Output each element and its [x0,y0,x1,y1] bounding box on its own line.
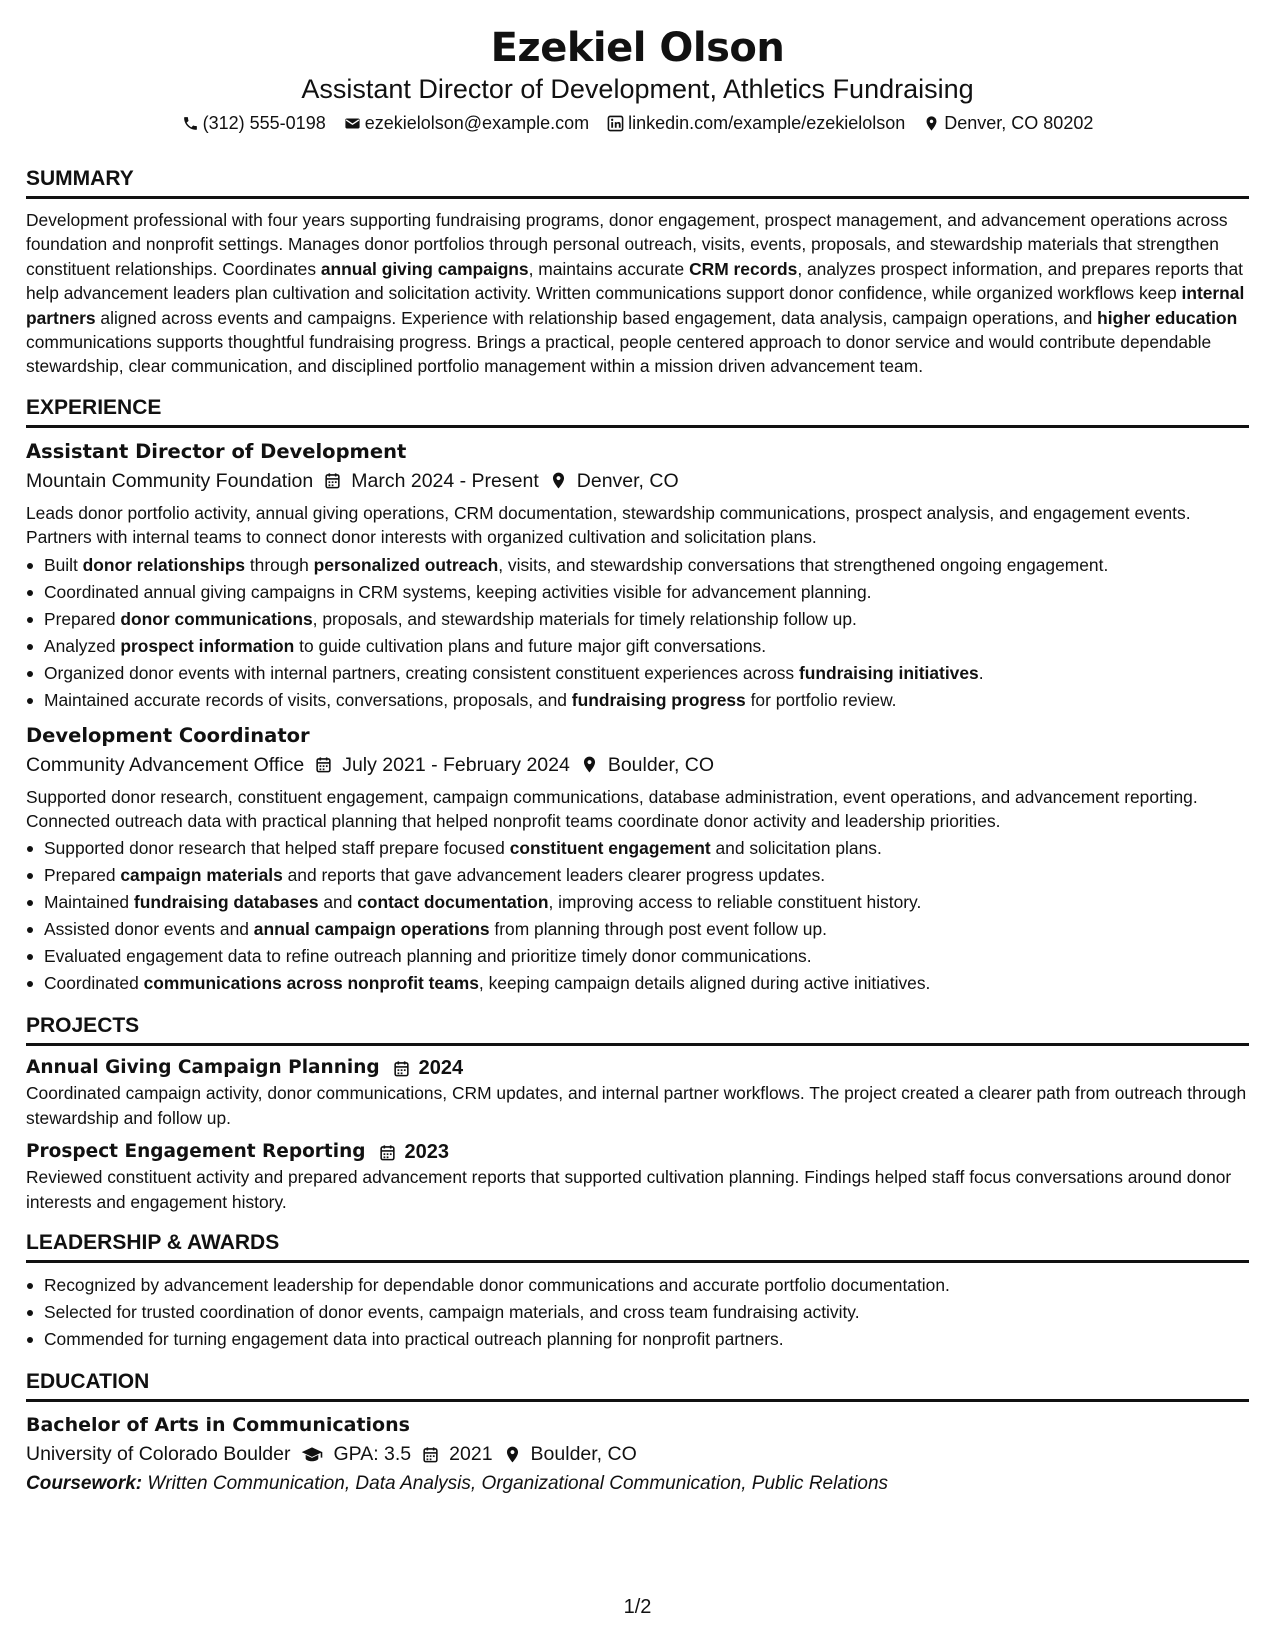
section-title-projects: PROJECTS [26,1013,1249,1046]
text-run: communications supports thoughtful fundraising progress. Brings a practical, people centered approach to donor service and would contribute dependable stewardship, clear communication, and disciplined portfolio management within a mission driven advancement team. [26,332,1212,377]
job-dates [323,466,539,496]
job-title: Development Coordinator [26,723,310,747]
job-summary: Supported donor research, constituent engagement, campaign communications, database administration, event operations, and advancement reporting. Connected outreach data with practical planning that helped nonprofit teams coordinate donor activity and leadership priorities. [26,786,1198,832]
bold-text: annual campaign operations [253,919,490,940]
bold-text: personalized outreach [313,554,499,575]
candidate-headline: Assistant Director of Development, Athletics Fundraising [301,74,974,104]
text-run: Prepared [44,608,121,629]
job-dates [314,750,570,780]
phone-icon [182,115,199,132]
bold-text: donor relationships [82,554,245,575]
education-location-text: Boulder, CO [530,1443,637,1466]
bold-text: communications across nonprofit teams [143,973,479,994]
education-year [421,1439,492,1469]
gpa-text: GPA: 3.5 [333,1443,412,1466]
calendar-icon [378,1143,397,1162]
text-run: Prepared [44,865,121,886]
list-item: Selected for trusted coordination of donor events, campaign materials, and cross team fundraising activity. [26,1299,1249,1326]
list-item [26,579,1249,606]
list-item [26,687,1249,714]
text-run: and reports that gave advancement leaders clearer progress updates. [282,865,826,886]
resume-header [26,22,1249,136]
project-heading [26,1139,1249,1165]
job-bullets [26,835,1249,997]
bold-text: campaign materials [120,865,283,886]
list-item [26,916,1249,943]
education-section [26,1369,1249,1499]
text-run: for portfolio review. [745,689,897,710]
bold-text: fundraising progress [571,689,746,710]
list-item [26,943,1249,970]
text-run: and [318,892,358,913]
text-run: to guide cultivation plans and future major gift conversations. [294,635,767,656]
project-heading [26,1055,1249,1081]
contact-location [923,110,1093,136]
graduation-cap-icon [300,1445,324,1464]
project-description: Coordinated campaign activity, donor communications, CRM updates, and internal partner workflows. The project created a clearer path from outreach through stewardship and follow up. [26,1083,1247,1128]
map-pin-icon [549,471,568,490]
project-title: Annual Giving Campaign Planning [26,1057,380,1079]
text-run: . [978,662,984,683]
text-run: Coordinated annual giving campaigns in CRM systems, keeping activities visible for advancement planning. [44,581,872,602]
job-bullets [26,552,1249,714]
page-number: 1/2 [623,1596,652,1618]
text-run: , analyzes prospect information, and prepares reports that help advancement leaders plan cultivation and solicitation activity. Written communications support donor confidence, while organized workflows keep [26,258,1243,304]
experience-section [26,395,1249,998]
project-entry [26,1055,1249,1130]
text-run: and solicitation plans. [710,838,882,859]
calendar-icon [421,1445,440,1464]
education-gpa [300,1439,411,1469]
school-name: University of Colorado Boulder [26,1443,291,1466]
contact-phone [182,110,326,136]
education-location [503,1439,637,1469]
text-run: Evaluated engagement data to refine outreach planning and prioritize timely donor communications. [44,946,812,967]
map-pin-icon [503,1445,522,1464]
job-location [549,466,679,496]
projects-section [26,1013,1249,1214]
project-description: Reviewed constituent activity and prepared advancement reports that supported cultivation planning. Findings helped staff focus conversations around donor interests and engagement history. [26,1167,1232,1212]
project-year: 2024 [418,1057,464,1080]
linkedin-text[interactable]: linkedin.com/example/ezekielolson [628,113,906,133]
envelope-icon [344,115,361,132]
text-run: aligned across events and campaigns. Experience with relationship based engagement, data analysis, campaign operations, and [95,307,1098,328]
list-item: Commended for turning engagement data into practical outreach planning for nonprofit partners. [26,1326,1249,1353]
calendar-icon [314,755,333,774]
list-item [26,970,1249,997]
bold-text: internal partners [26,283,1245,328]
job-location [580,750,714,780]
section-title-summary: SUMMARY [26,166,1249,199]
job-title: Assistant Director of Development [26,439,407,463]
list-item [26,862,1249,889]
bold-text: donor communications [120,608,313,629]
calendar-icon [323,471,342,490]
calendar-icon [392,1059,411,1078]
bold-text: contact documentation [357,892,549,913]
text-run: Assisted donor events and [44,919,254,940]
resume-page [26,22,1249,1499]
job-dates-text: July 2021 - February 2024 [342,753,570,776]
list-item [26,552,1249,579]
bold-text: annual giving campaigns [320,258,529,279]
list-item: Recognized by advancement leadership for dependable donor communications and accurate portfolio documentation. [26,1272,1249,1299]
project-year: 2023 [404,1141,450,1164]
text-run: through [245,554,314,575]
candidate-name: Ezekiel Olson [490,25,785,71]
text-run: Supported donor research that helped staff prepare focused [44,838,510,859]
job-summary: Leads donor portfolio activity, annual giving operations, CRM documentation, stewardship communications, prospect analysis, and engagement events. Partners with internal teams to connect donor interests with organized cultivation and solicitation plans. [26,502,1191,548]
bold-text: higher education [1097,307,1238,328]
job-entry [26,437,1249,714]
education-year-text: 2021 [449,1443,493,1466]
contact-email[interactable] [344,110,589,136]
text-run: Built [44,554,83,575]
text-run: Coordinated [44,973,144,994]
bold-text: CRM records [689,258,798,279]
project-entry [26,1139,1249,1214]
bold-text: constituent engagement [509,838,711,859]
coursework-text: Written Communication, Data Analysis, Organizational Communication, Public Relations [147,1473,889,1495]
list-item [26,835,1249,862]
job-org: Mountain Community Foundation [26,469,314,492]
job-org: Community Advancement Office [26,753,305,776]
coursework-label: Coursework: [26,1473,143,1495]
job-entry [26,721,1249,998]
summary-text [26,208,1249,379]
list-item [26,660,1249,687]
project-date [378,1139,450,1165]
coursework [26,1469,1249,1499]
summary-section [26,166,1249,379]
education-meta [26,1439,1249,1469]
section-title-education: EDUCATION [26,1369,1249,1402]
project-date [392,1055,464,1081]
phone-text: (312) 555-0198 [202,113,326,133]
leadership-bullets [26,1272,1249,1353]
text-run: Maintained [44,892,134,913]
list-item [26,889,1249,916]
degree-title: Bachelor of Arts in Communications [26,1414,410,1437]
contact-linkedin[interactable] [607,110,905,136]
project-title: Prospect Engagement Reporting [26,1141,366,1163]
text-run: Organized donor events with internal partners, creating consistent constituent experiences across [44,662,799,683]
contact-info [26,110,1249,136]
location-text: Denver, CO 80202 [944,113,1094,133]
leadership-section [26,1230,1249,1353]
text-run: , visits, and stewardship conversations that strengthened ongoing engagement. [498,554,1109,575]
map-pin-icon [580,755,599,774]
text-run: Maintained accurate records of visits, conversations, proposals, and [44,689,572,710]
email-text[interactable]: ezekielolson@example.com [364,113,590,133]
map-pin-icon [923,115,940,132]
text-run: , keeping campaign details aligned during active initiatives. [478,973,931,994]
list-item [26,606,1249,633]
text-run: , proposals, and stewardship materials for timely relationship follow up. [312,608,857,629]
bold-text: prospect information [120,635,295,656]
bold-text: fundraising initiatives [798,662,979,683]
text-run: , improving access to reliable constituent history. [548,892,922,913]
linkedin-icon [607,115,624,132]
text-run: Development professional with four years supporting fundraising programs, donor engagement, prospect management, and advancement operations across foundation and nonprofit settings. Manages donor portfolios through personal outreach, visits, events, proposals, and stewardship materials that strengthen constituent relationships. Coordinates [26,210,1228,279]
list-item [26,633,1249,660]
text-run: , maintains accurate [528,258,690,279]
text-run: from planning through post event follow up. [489,919,827,940]
job-dates-text: March 2024 - Present [351,469,539,492]
job-location-text: Denver, CO [576,469,679,492]
section-title-experience: EXPERIENCE [26,395,1249,428]
bold-text: fundraising databases [133,892,319,913]
text-run: Analyzed [44,635,121,656]
job-location-text: Boulder, CO [607,753,715,776]
job-meta [26,466,1249,496]
job-meta [26,750,1249,780]
section-title-leadership: LEADERSHIP & AWARDS [26,1230,1249,1263]
